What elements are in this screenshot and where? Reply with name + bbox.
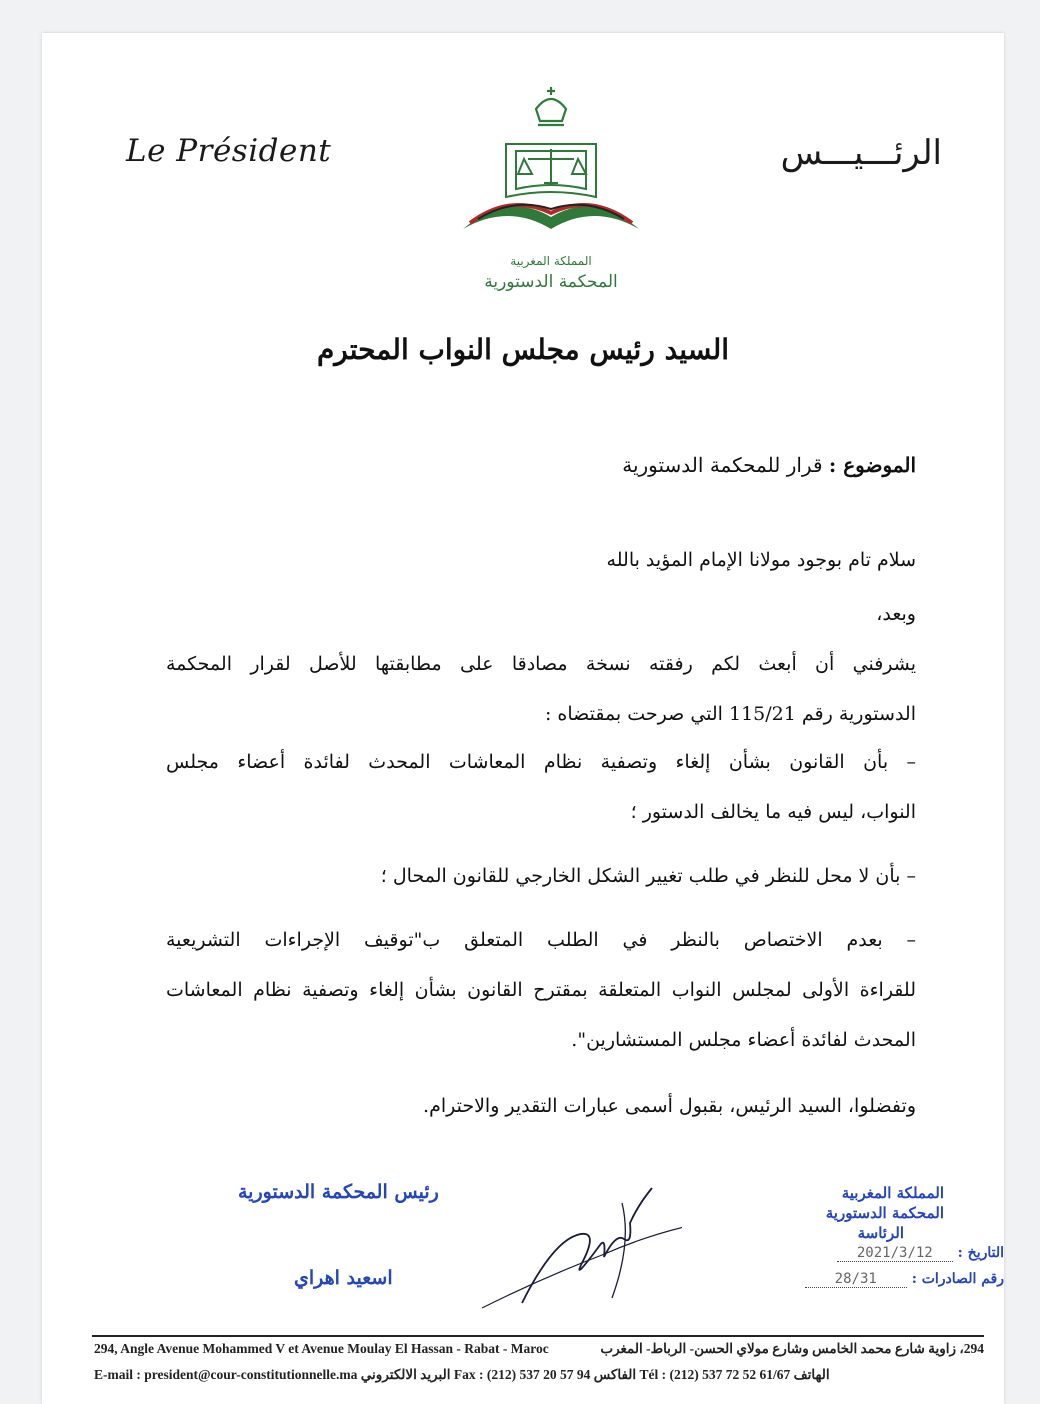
stamp-line-2: المحكمة الدستورية xyxy=(825,1204,944,1222)
item3-line-2: للقراءة الأولى لمجلس النواب المتعلقة بمقترح القانون بشأن إلغاء وتصفية نظام المعاشات xyxy=(166,979,916,1001)
item3-line-3: المحدث لفائدة أعضاء مجلس المستشارين". xyxy=(571,1029,916,1051)
footer-address xyxy=(94,1341,984,1357)
item1-line-2: النواب، ليس فيه ما يخالف الدستور ؛ xyxy=(630,801,916,823)
emblem-text-kingdom: المملكة المغربية xyxy=(510,254,592,268)
footer-address-ar: 294، زاوية شارع محمد الخامس وشارع مولاي الحسن- الرباط- المغرب xyxy=(600,1341,984,1356)
footer-address-fr: 294, Angle Avenue Mohammed V et Avenue Moulay El Hassan - Rabat - Maroc xyxy=(94,1341,549,1356)
stamp-ref-label: رقم الصادرات : xyxy=(911,1271,1004,1287)
stamp-ref-value: 28/31 xyxy=(805,1271,907,1288)
stamp-date-row xyxy=(837,1245,1004,1261)
subject-text: قرار للمحكمة الدستورية xyxy=(622,453,823,477)
emblem-text-court: المحكمة الدستورية xyxy=(484,272,618,292)
item3-line-1: – بعدم الاختصاص بالنظر في الطلب المتعلق ب"توقيف الإجراءات التشريعية xyxy=(166,929,916,951)
addressee-heading: السيد رئيس مجلس النواب المحترم xyxy=(316,333,730,366)
footer-tel-ar: الهاتف xyxy=(793,1367,830,1382)
item1-line-1: – بأن القانون بشأن إلغاء وتصفية نظام المعاشات المحدث لفائدة أعضاء مجلس xyxy=(166,751,916,773)
footer-contacts xyxy=(94,1367,984,1383)
court-emblem-logo xyxy=(458,79,644,309)
stamp-date-label: التاريخ : xyxy=(957,1245,1004,1261)
closing-line: وتفضلوا، السيد الرئيس، بقبول أسمى عبارات التقدير والاحترام. xyxy=(423,1095,916,1117)
handwritten-signature xyxy=(482,1183,682,1313)
footer-email: E-mail : president@cour-constitutionnelle.ma xyxy=(94,1367,358,1382)
signature-title: رئيس المحكمة الدستورية xyxy=(238,1181,439,1203)
intro-line-1: يشرفني أن أبعث لكم رفقته نسخة مصادقا على مطابقتها للأصل لقرار المحكمة xyxy=(166,653,916,675)
stamp-line-3: الرئاسة xyxy=(857,1224,904,1242)
stamp-block xyxy=(826,1183,944,1243)
footer-divider xyxy=(92,1335,984,1337)
header-right-title: الرئـــيـــس xyxy=(780,133,942,173)
footer-fax: Fax : (212) 537 20 57 94 xyxy=(453,1367,591,1382)
intro-line-2: الدستورية رقم 115/21 التي صرحت بمقتضاه : xyxy=(544,703,916,725)
after-greeting: وبعد، xyxy=(876,603,916,625)
item2-line-1: – بأن لا محل للنظر في طلب تغيير الشكل الخارجي للقانون المحال ؛ xyxy=(380,865,916,887)
footer-fax-ar: الفاكس xyxy=(593,1367,637,1382)
stamp-date-value: 2021/3/12 xyxy=(837,1245,953,1262)
stamp-ref-row xyxy=(805,1271,1004,1287)
signature-name: اسعيد اهراي xyxy=(294,1267,393,1289)
subject-label: الموضوع : xyxy=(828,453,916,477)
greeting: سلام تام بوجود مولانا الإمام المؤيد بالله xyxy=(606,549,916,571)
letter-page xyxy=(42,33,1004,1404)
subject-line xyxy=(622,453,916,477)
footer-tel: Tél : (212) 537 72 52 61/67 xyxy=(639,1367,791,1382)
header-left-title: Le Président xyxy=(126,133,332,169)
stamp-line-1: المملكة المغربية xyxy=(841,1184,944,1202)
footer-email-ar: البريد الالكتروني xyxy=(360,1367,451,1382)
